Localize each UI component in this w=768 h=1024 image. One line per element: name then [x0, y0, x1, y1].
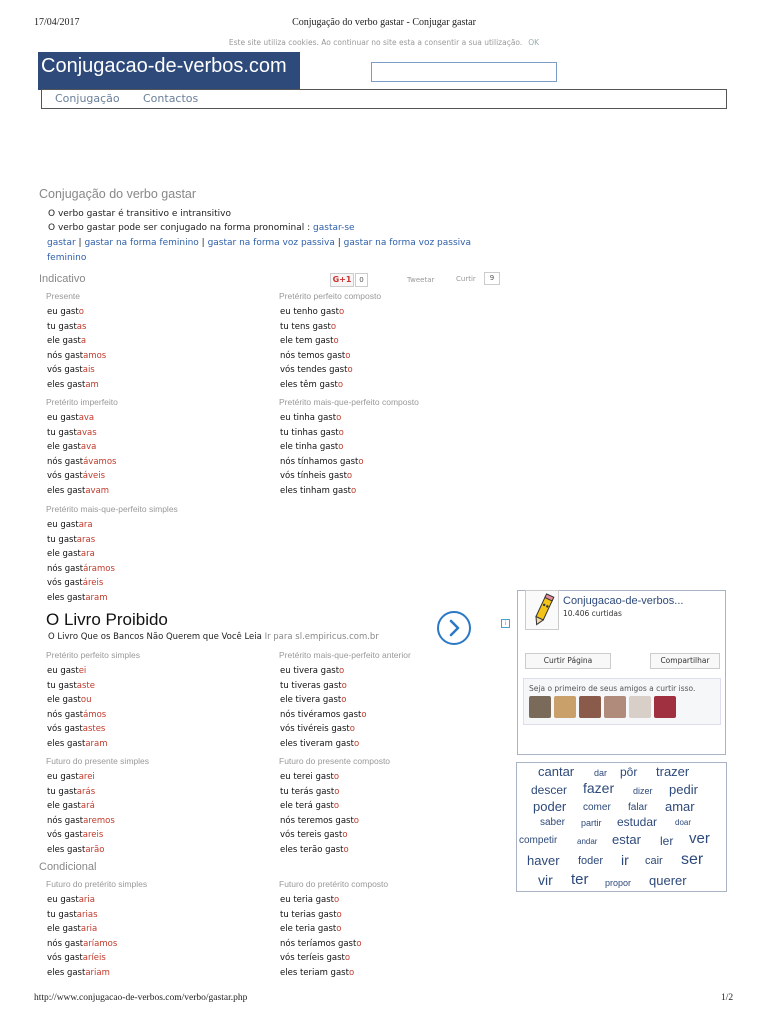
- ad-description[interactable]: [48, 632, 379, 642]
- tag-cloud-verb[interactable]: ver: [689, 830, 710, 847]
- section-indicativo: Indicativo: [39, 273, 86, 285]
- conjugation-stem: eles têm gast: [280, 380, 338, 390]
- conjugation-ending: arás: [76, 786, 96, 797]
- conjugation-row: [47, 307, 84, 317]
- conjugation-ending: o: [341, 680, 347, 691]
- conjugation-stem: vós gast: [47, 724, 83, 735]
- conjugation-stem: nós tínhamos gast: [280, 456, 359, 467]
- conjugation-stem: ele tivera gast: [280, 695, 342, 706]
- tag-cloud-verb[interactable]: querer: [649, 873, 687, 888]
- conjugation-ending: aria: [80, 924, 98, 935]
- curtir-button[interactable]: Curtir: [456, 275, 476, 283]
- tense-title: Pretérito imperfeito: [46, 397, 118, 407]
- conjugation-stem: vós tivéreis gast: [280, 724, 350, 735]
- conjugation-ending: o: [330, 321, 337, 332]
- conjugation-stem: ele gast: [47, 801, 81, 812]
- conjugation-stem: eu gast: [47, 413, 79, 423]
- conjugation-stem: eu teria gast: [280, 895, 335, 905]
- conjugation-ending: aríeis: [82, 953, 106, 964]
- conjugation-ending: amos: [83, 350, 107, 361]
- tag-cloud-verb[interactable]: falar: [628, 802, 648, 813]
- conjugation-stem: eu gast: [47, 772, 79, 782]
- conjugation-stem: vós gast: [47, 830, 83, 841]
- print-footer-page: 1/2: [721, 993, 734, 1003]
- conjugation-row: [280, 666, 344, 676]
- conjugation-stem: vós gast: [47, 365, 83, 376]
- conjugation-stem: eles tinham gast: [280, 486, 351, 496]
- conjugation-ending: o: [349, 724, 355, 735]
- tense-title: Futuro do pretérito composto: [279, 879, 389, 889]
- search-input[interactable]: [371, 62, 557, 82]
- conjugation-row: [47, 413, 94, 423]
- pencil-mascot-icon: [526, 591, 560, 631]
- conjugation-stem: eles gast: [47, 486, 86, 496]
- conjugation-row: [47, 471, 105, 481]
- conjugation-row: [280, 351, 350, 361]
- conjugation-stem: eles gast: [47, 968, 86, 978]
- conjugation-ending: o: [358, 456, 364, 467]
- conjugation-ending: aremos: [83, 815, 115, 826]
- conjugation-ending: o: [350, 486, 357, 496]
- conjugation-row: [47, 895, 95, 905]
- friend-avatar[interactable]: [579, 696, 601, 718]
- conjugation-ending: ava: [78, 413, 95, 423]
- conjugation-row: [47, 428, 97, 438]
- conjugation-row: [47, 953, 106, 963]
- conjugation-stem: nós gast: [47, 563, 84, 574]
- section-condicional: Condicional: [39, 861, 97, 873]
- conjugation-row: [47, 365, 95, 375]
- conjugation-stem: nós gast: [47, 815, 84, 826]
- conjugation-stem: ele tem gast: [280, 336, 334, 347]
- conjugation-row: [47, 681, 95, 691]
- conjugation-stem: eu gast: [47, 520, 79, 530]
- tense-title: Pretérito mais-que-perfeito anterior: [279, 650, 411, 660]
- nav-link-conjugacao[interactable]: Conjugação: [55, 92, 120, 105]
- tense-title: Presente: [46, 291, 81, 301]
- tense-title: Pretérito mais-que-perfeito simples: [46, 504, 178, 514]
- conjugation-ending: o: [338, 307, 345, 317]
- conjugation-ending: o: [343, 845, 349, 855]
- curtir-count: 9: [484, 272, 500, 285]
- friend-avatar[interactable]: [629, 696, 651, 718]
- conjugation-row: [280, 413, 341, 423]
- print-title: Conjugação do verbo gastar - Conjugar gastar: [292, 17, 476, 28]
- tag-cloud-verb[interactable]: ir: [621, 852, 629, 868]
- conjugation-stem: nós gast: [47, 938, 84, 949]
- conjugation-row: [280, 710, 367, 720]
- conjugation-ending: o: [353, 739, 360, 749]
- link-gastar-voz-passiva[interactable]: gastar na forma voz passiva: [207, 238, 335, 248]
- conjugation-row: [280, 772, 339, 782]
- facebook-page-name[interactable]: Conjugacao-de-verbos...: [563, 595, 684, 607]
- ad-source: Ir para sl.empiricus.com.br: [264, 632, 379, 642]
- conjugation-row: [280, 739, 359, 749]
- cookie-ok-button[interactable]: OK: [528, 38, 540, 47]
- conjugation-stem: eles tiveram gast: [280, 739, 354, 749]
- conjugation-row: [280, 380, 343, 390]
- conjugation-row: [47, 549, 95, 559]
- chevron-right-icon: [439, 613, 469, 643]
- conjugation-stem: eles gast: [47, 380, 86, 390]
- conjugation-stem: ele gast: [47, 695, 81, 706]
- conjugation-ending: o: [334, 895, 340, 905]
- conjugation-stem: ele gast: [47, 336, 81, 347]
- friend-avatar[interactable]: [654, 696, 676, 718]
- conjugation-ending: áveis: [82, 471, 105, 482]
- conjugation-row: [47, 724, 105, 734]
- conjugation-ending: áramos: [83, 563, 115, 574]
- conjugation-row: [280, 910, 342, 920]
- verb-info-pronominal: [48, 223, 355, 233]
- conjugation-row: [47, 695, 91, 705]
- tag-cloud-verb[interactable]: ler: [660, 834, 674, 848]
- tag-cloud-verb[interactable]: cair: [645, 855, 663, 867]
- conjugation-ending: am: [85, 380, 99, 390]
- conjugation-ending: o: [345, 350, 351, 361]
- conjugation-row: [47, 535, 95, 545]
- tag-cloud-verb[interactable]: fazer: [583, 780, 615, 796]
- tag-cloud-verb[interactable]: saber: [540, 817, 566, 828]
- conjugation-ending: o: [356, 938, 362, 949]
- conjugation-ending: o: [348, 968, 355, 978]
- conjugation-stem: ele tinha gast: [280, 442, 339, 453]
- page-title: Conjugação do verbo gastar: [39, 187, 197, 201]
- conjugation-row: [280, 442, 343, 452]
- conjugation-stem: tu tiveras gast: [280, 680, 342, 691]
- conjugation-ending: o: [333, 801, 340, 812]
- conjugation-stem: eu gast: [47, 895, 79, 905]
- conjugation-stem: nós gast: [47, 456, 84, 467]
- facebook-share-button[interactable]: Compartilhar: [650, 653, 720, 669]
- pronominal-link[interactable]: gastar-se: [313, 223, 355, 233]
- conjugation-row: [47, 801, 95, 811]
- conjugation-ending: aram: [85, 593, 108, 603]
- conjugation-row: [280, 787, 339, 797]
- tag-cloud-verb[interactable]: haver: [527, 853, 560, 868]
- conjugation-ending: o: [78, 307, 84, 317]
- conjugation-ending: ará: [80, 801, 95, 812]
- conjugation-ending: o: [336, 413, 342, 423]
- conjugation-row: [47, 787, 95, 797]
- conjugation-ending: arão: [85, 845, 105, 855]
- conjugation-row: [47, 520, 93, 530]
- conjugation-row: [280, 336, 339, 346]
- conjugation-stem: ele teria gast: [280, 924, 337, 935]
- conjugation-ending: ara: [78, 520, 93, 530]
- print-date: 17/04/2017: [34, 17, 80, 28]
- tag-cloud-verb[interactable]: pedir: [669, 782, 698, 797]
- google-plus-button[interactable]: G+1: [330, 273, 354, 287]
- conjugation-row: [47, 442, 96, 452]
- conjugation-row: [280, 724, 355, 734]
- conjugation-row: [280, 681, 347, 691]
- conjugation-ending: aras: [76, 534, 96, 545]
- conjugation-ending: o: [333, 336, 339, 347]
- friend-avatar[interactable]: [529, 696, 551, 718]
- conjugation-row: [47, 666, 86, 676]
- conjugation-ending: o: [341, 695, 347, 706]
- conjugation-row: [47, 924, 97, 934]
- conjugation-row: [280, 428, 344, 438]
- conjugation-ending: o: [344, 953, 351, 964]
- tag-cloud-verb[interactable]: descer: [531, 783, 568, 797]
- conjugation-stem: vós gast: [47, 471, 83, 482]
- conjugation-row: [280, 457, 364, 467]
- conjugation-stem: tu tens gast: [280, 321, 331, 332]
- conjugation-stem: tu gast: [47, 427, 77, 438]
- tense-title: Pretérito mais-que-perfeito composto: [279, 397, 419, 407]
- tag-cloud-verb[interactable]: competir: [519, 835, 558, 846]
- conjugation-stem: tu gast: [47, 680, 77, 691]
- conjugation-ending: o: [346, 471, 353, 482]
- conjugation-row: [47, 578, 103, 588]
- tag-cloud-verb[interactable]: foder: [578, 855, 604, 867]
- conjugation-stem: tu gast: [47, 534, 77, 545]
- conjugation-ending: aram: [85, 739, 108, 749]
- conjugation-stem: tu gast: [47, 909, 77, 920]
- conjugation-stem: eles gast: [47, 845, 86, 855]
- conjugation-stem: nós teríamos gast: [280, 938, 357, 949]
- conjugation-stem: ele terá gast: [280, 801, 334, 812]
- tense-title: Futuro do pretérito simples: [46, 879, 148, 889]
- tense-title: Pretérito perfeito composto: [279, 291, 382, 301]
- verb-info-transitive: O verbo gastar é transitivo e intransitivo: [48, 209, 231, 219]
- conjugation-stem: eles teriam gast: [280, 968, 349, 978]
- link-gastar[interactable]: gastar: [47, 238, 76, 248]
- conjugation-ending: aríamos: [83, 938, 118, 949]
- conjugation-stem: vós gast: [47, 953, 83, 964]
- conjugation-stem: tu gast: [47, 786, 77, 797]
- conjugation-stem: vós tendes gast: [280, 365, 348, 376]
- conjugation-row: [47, 457, 116, 467]
- conjugation-ending: ara: [80, 549, 95, 560]
- conjugation-row: [280, 307, 344, 317]
- site-logo[interactable]: Conjugacao-de-verbos.com: [38, 52, 300, 90]
- conjugation-row: [47, 739, 108, 749]
- conjugation-stem: eu gast: [47, 666, 79, 676]
- google-plus-count: 0: [355, 273, 368, 287]
- conjugation-row: [280, 486, 356, 496]
- tense-title: Futuro do presente composto: [279, 756, 391, 766]
- conjugation-row: [47, 336, 86, 346]
- tag-cloud-verb[interactable]: ter: [571, 871, 589, 888]
- conjugation-stem: vós gast: [47, 578, 83, 589]
- page-avatar[interactable]: [525, 590, 559, 630]
- conjugation-row: [47, 486, 109, 496]
- conjugation-ending: o: [361, 709, 367, 720]
- tag-cloud-verb[interactable]: propor: [605, 878, 632, 888]
- conjugation-row: [47, 772, 95, 782]
- conjugation-row: [47, 939, 117, 949]
- tag-cloud-verb[interactable]: cantar: [538, 764, 575, 779]
- tag-cloud-verb[interactable]: ser: [681, 851, 704, 868]
- conjugation-ending: o: [334, 786, 340, 797]
- facebook-likes: 10.406 curtidas: [563, 609, 622, 618]
- conjugation-stem: eles gast: [47, 739, 86, 749]
- tag-cloud-verb[interactable]: dizer: [633, 786, 653, 796]
- tag-cloud-verb[interactable]: andar: [577, 837, 598, 846]
- conjugation-stem: nós tivéramos gast: [280, 709, 362, 720]
- conjugation-stem: eles gast: [47, 593, 86, 603]
- tense-title: Futuro do presente simples: [46, 756, 149, 766]
- conjugation-row: [47, 564, 115, 574]
- conjugation-row: [280, 801, 339, 811]
- conjugation-ending: áreis: [82, 578, 104, 589]
- tag-cloud-verb[interactable]: trazer: [656, 764, 690, 779]
- conjugation-ending: arei: [78, 772, 95, 782]
- tag-cloud-verb[interactable]: doar: [675, 818, 692, 827]
- conjugation-stem: ele gast: [47, 442, 81, 453]
- conjugation-stem: ele gast: [47, 549, 81, 560]
- conjugation-row: [280, 322, 336, 332]
- conjugation-ending: o: [338, 442, 344, 453]
- conjugation-stem: vós tereis gast: [280, 830, 343, 841]
- conjugation-stem: eu tinha gast: [280, 413, 337, 423]
- conjugation-ending: ou: [80, 695, 92, 706]
- facebook-like-button[interactable]: Curtir Página: [525, 653, 611, 669]
- conjugation-ending: ávamos: [83, 456, 117, 467]
- conjugation-row: [280, 695, 346, 705]
- conjugation-stem: tu tinhas gast: [280, 427, 339, 438]
- link-gastar-voz-passiva-feminino[interactable]: gastar na forma voz passiva feminino: [47, 238, 471, 263]
- conjugation-ending: ava: [80, 442, 97, 453]
- conjugation-ending: o: [353, 815, 359, 826]
- conjugation-ending: aria: [78, 895, 95, 905]
- friend-avatar[interactable]: [604, 696, 626, 718]
- conjugation-ending: astes: [82, 724, 106, 735]
- conjugation-ending: avam: [85, 486, 110, 496]
- tag-cloud-verb[interactable]: vir: [538, 872, 553, 888]
- conjugation-row: [47, 380, 99, 390]
- conjugation-stem: eu terei gast: [280, 772, 334, 782]
- ad-desc-text: O Livro Que os Bancos Não Querem que Você Leia: [48, 632, 262, 642]
- conjugation-row: [47, 710, 106, 720]
- conjugation-stem: nós gast: [47, 709, 84, 720]
- ad-arrow-button[interactable]: [437, 611, 471, 645]
- print-footer-url: http://www.conjugacao-de-verbos.com/verbo/gastar.php: [34, 993, 248, 1003]
- conjugation-row: [280, 365, 353, 375]
- facebook-first-friend-text: Seja o primeiro de seus amigos a curtir isso.: [529, 684, 696, 693]
- conjugation-ending: as: [76, 321, 87, 332]
- conjugation-row: [280, 939, 362, 949]
- cookie-text: Este site utiliza cookies. Ao continuar no site esta a consentir a sua utilização.: [228, 38, 523, 47]
- tag-cloud-verb[interactable]: amar: [665, 799, 695, 814]
- conjugation-ending: ei: [78, 666, 87, 676]
- conjugation-ending: o: [336, 909, 342, 920]
- nav-link-contactos[interactable]: Contactos: [143, 92, 199, 105]
- tag-cloud-verb[interactable]: comer: [583, 802, 611, 813]
- pronominal-text: O verbo gastar pode ser conjugado na forma pronominal :: [48, 223, 311, 233]
- conjugation-row: [280, 845, 349, 855]
- conjugation-stem: tu terás gast: [280, 786, 335, 797]
- ad-info-icon[interactable]: i: [501, 619, 510, 628]
- conjugation-ending: ariam: [85, 968, 110, 978]
- conjugation-row: [47, 845, 104, 855]
- conjugation-row: [47, 830, 103, 840]
- tense-title: Pretérito perfeito simples: [46, 650, 141, 660]
- conjugation-ending: o: [339, 666, 345, 676]
- conjugation-ending: o: [342, 830, 348, 841]
- conjugation-row: [280, 895, 339, 905]
- conjugation-stem: nós temos gast: [280, 350, 346, 361]
- tag-cloud-verb[interactable]: estar: [612, 832, 641, 847]
- conjugation-ending: arias: [76, 909, 98, 920]
- conjugation-stem: eles terão gast: [280, 845, 344, 855]
- conjugation-ending: avas: [76, 427, 97, 438]
- conjugation-stem: eu tenho gast: [280, 307, 339, 317]
- conjugation-ending: ais: [82, 365, 95, 376]
- conjugation-stem: nós teremos gast: [280, 815, 354, 826]
- conjugation-stem: ele gast: [47, 924, 81, 935]
- tag-cloud-verb[interactable]: partir: [581, 818, 602, 828]
- conjugation-ending: o: [336, 924, 342, 935]
- conjugation-row: [47, 816, 115, 826]
- conjugation-stem: eu tivera gast: [280, 666, 340, 676]
- conjugation-row: [280, 953, 350, 963]
- conjugation-row: [280, 816, 359, 826]
- conjugation-row: [280, 968, 354, 978]
- conjugation-row: [47, 593, 108, 603]
- link-gastar-feminino[interactable]: gastar na forma feminino: [84, 238, 199, 248]
- verb-form-links: gastar | gastar na forma feminino | gastar na forma voz passiva | gastar na forma voz passiva feminino: [47, 238, 471, 263]
- conjugation-stem: nós gast: [47, 350, 84, 361]
- conjugation-row: [280, 830, 348, 840]
- tag-cloud-verb[interactable]: dar: [594, 768, 608, 778]
- conjugation-ending: areis: [82, 830, 104, 841]
- ad-title[interactable]: O Livro Proibido: [46, 610, 168, 629]
- tag-cloud-verb[interactable]: poder: [533, 799, 567, 814]
- conjugation-ending: o: [347, 365, 353, 376]
- conjugation-stem: vós tínheis gast: [280, 471, 347, 482]
- conjugation-ending: ámos: [83, 709, 107, 720]
- conjugation-row: [47, 968, 110, 978]
- tag-cloud-verb[interactable]: pôr: [620, 765, 638, 779]
- conjugation-stem: eu gast: [47, 307, 79, 317]
- cookie-notice: [0, 38, 768, 47]
- conjugation-stem: tu terias gast: [280, 909, 337, 920]
- friend-avatar[interactable]: [554, 696, 576, 718]
- conjugation-row: [47, 351, 106, 361]
- conjugation-row: [47, 910, 98, 920]
- conjugation-ending: o: [337, 380, 344, 390]
- conjugation-ending: o: [338, 427, 344, 438]
- conjugation-row: [280, 471, 352, 481]
- tag-cloud-verb[interactable]: estudar: [617, 815, 658, 829]
- tweet-button[interactable]: Tweetar: [407, 276, 435, 284]
- conjugation-ending: a: [80, 336, 87, 347]
- conjugation-stem: tu gast: [47, 321, 77, 332]
- conjugation-ending: aste: [76, 680, 95, 691]
- conjugation-ending: o: [333, 772, 340, 782]
- conjugation-stem: vós teríeis gast: [280, 953, 345, 964]
- conjugation-row: [280, 924, 341, 934]
- conjugation-row: [47, 322, 86, 332]
